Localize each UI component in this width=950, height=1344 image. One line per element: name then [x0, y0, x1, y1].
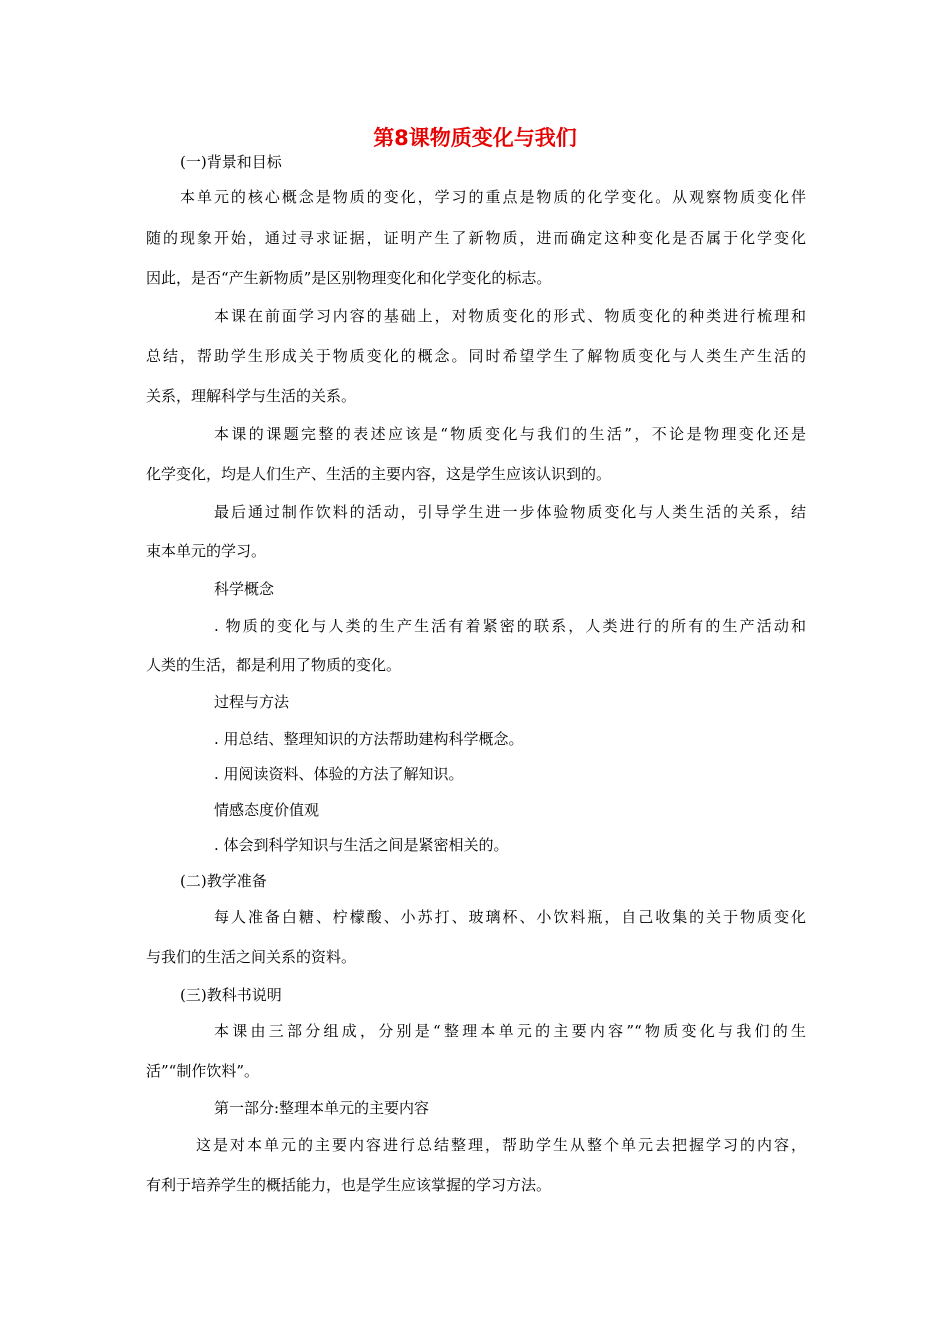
paragraph-line: 本课在前面学习内容的基础上，对物质变化的形式、物质变化的种类进行梳理和	[214, 307, 806, 325]
paragraph-line: 每人准备白糖、柠檬酸、小苏打、玻璃杯、小饮料瓶，自己收集的关于物质变化	[214, 908, 806, 926]
paragraph-line: . 物质的变化与人类的生产生活有着紧密的联系，人类进行的所有的生产活动和	[214, 617, 806, 635]
paragraph-line: 最后通过制作饮料的活动，引导学生进一步体验物质变化与人类生活的关系，结	[214, 503, 806, 521]
paragraph-line: 本课由三部分组成，分别是“整理本单元的主要内容”“物质变化与我们的生	[214, 1022, 806, 1040]
section-heading-textbook: (三)教科书说明	[180, 986, 282, 1004]
list-item: . 用阅读资料、体验的方法了解知识。	[214, 765, 464, 783]
paragraph-line: 这是对本单元的主要内容进行总结整理，帮助学生从整个单元去把握学习的内容，	[196, 1136, 806, 1154]
paragraph-line: 束本单元的学习。	[146, 542, 267, 560]
document-title: 第8课物质变化与我们	[373, 126, 577, 150]
paragraph-line: 因此，是否“产生新物质”是区别物理变化和化学变化的标志。	[146, 269, 552, 287]
subheading-attitude-values: 情感态度价值观	[214, 801, 320, 819]
paragraph-line: 总结，帮助学生形成关于物质变化的概念。同时希望学生了解物质变化与人类生产生活的	[146, 347, 806, 365]
subheading-science-concept: 科学概念	[214, 580, 275, 598]
subheading-process-method: 过程与方法	[214, 693, 290, 711]
list-item: . 体会到科学知识与生活之间是紧密相关的。	[214, 836, 509, 854]
section-heading-background: (一)背景和目标	[180, 153, 282, 171]
paragraph-line: 化学变化，均是人们生产、生活的主要内容，这是学生应该认识到的。	[146, 465, 612, 483]
list-item: . 用总结、整理知识的方法帮助建构科学概念。	[214, 730, 524, 748]
paragraph-line: 与我们的生活之间关系的资料。	[146, 948, 357, 966]
paragraph-line: 随的现象开始，通过寻求证据，证明产生了新物质，进而确定这种变化是否属于化学变化	[146, 229, 806, 247]
paragraph-line: 有利于培养学生的概括能力，也是学生应该掌握的学习方法。	[146, 1176, 552, 1194]
paragraph-line: 本单元的核心概念是物质的变化，学习的重点是物质的化学变化。从观察物质变化伴	[180, 188, 806, 206]
paragraph-line: 关系，理解科学与生活的关系。	[146, 387, 357, 405]
section-heading-preparation: (二)教学准备	[180, 872, 267, 890]
paragraph-line: 人类的生活，都是利用了物质的变化。	[146, 656, 402, 674]
subheading-part-one: 第一部分:整理本单元的主要内容	[214, 1099, 430, 1117]
paragraph-line: 本课的课题完整的表述应该是“物质变化与我们的生活”，不论是物理变化还是	[214, 425, 806, 443]
paragraph-line: 活”“制作饮料”。	[146, 1062, 260, 1080]
